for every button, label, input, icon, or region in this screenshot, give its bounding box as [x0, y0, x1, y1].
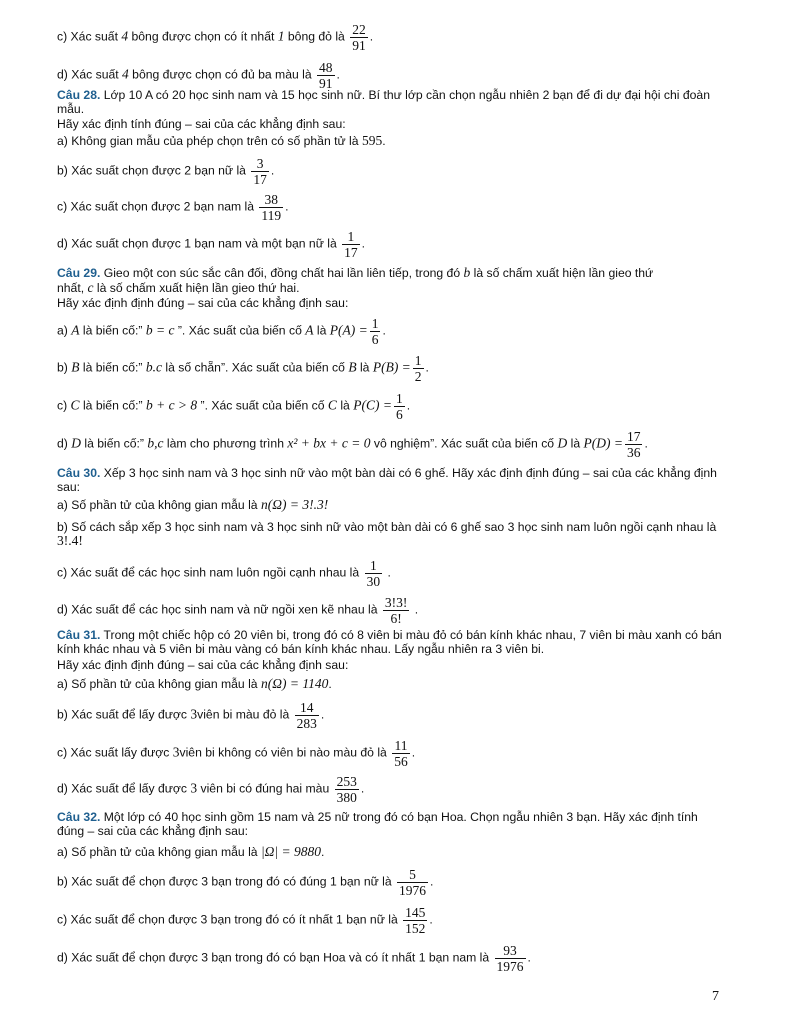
question-29-stem-line2: nhất, c là số chấm xuất hiện lần gieo thứ hai. [57, 280, 300, 295]
fraction: $\frac{93}{1976}$ [496, 943, 524, 974]
question-31-stem: Câu 31. Trong một chiếc hộp có 20 viên bi, trong đó có 8 viên bi màu đỏ có bán kính khác nhau, 7 viên bi màu xanh có bán kính khác nhau và 5 viên bi màu vàng có bán kính khác nhau. Lấy ngẫu nhiên ra 3 viên bi. [57, 628, 722, 656]
question-29-d: d) D là biến cố:” b,c làm cho phương trình x² + bx + c = 0 vô nghiệm”. Xác suất của biến cố D là P(D) = $\frac{17}{36}$ . [57, 429, 648, 460]
question-32-c: c) Xác suất để chọn được 3 bạn trong đó có ít nhất 1 bạn nữ là $\frac{145}{152}$ . [57, 905, 433, 936]
question-31-intro: Hãy xác định định đúng – sai của các khẳng định sau: [57, 658, 349, 672]
question-28-stem: Câu 28. Lớp 10 A có 20 học sinh nam và 15 học sinh nữ. Bí thư lớp cần chọn ngẫu nhiên 2 bạn để đi dự đại hội chi đoàn mẫu. [57, 88, 710, 116]
fraction: $\frac{22}{91}$ [352, 22, 366, 53]
question-31-c: c) Xác suất lấy được 3viên bi không có viên bi nào màu đỏ là $\frac{11}{56}$ . [57, 738, 416, 769]
fraction: $\frac{1}{17}$ [344, 229, 358, 260]
question-29-b: b) B là biến cố:” b.c là số chẵn”. Xác suất của biến cố B là P(B) = $\frac{1}{2}$ . [57, 353, 429, 384]
fraction: $\frac{1}{6}$ [371, 316, 379, 347]
question-29-stem-line1: Câu 29. Gieo một con súc sắc cân đối, đồng chất hai lần liên tiếp, trong đó b là số chấm xuất hiện lần gieo thứ [57, 265, 654, 280]
question-29-c: c) C là biến cố:” b + c > 8 ”. Xác suất của biến cố C là P(C) = $\frac{1}{6}$ . [57, 391, 411, 422]
fraction: $\frac{38}{119}$ [261, 192, 282, 223]
question-30-b: b) Số cách sắp xếp 3 học sinh nam và 3 học sinh nữ vào một bàn dài có 6 ghế sao 3 học sinh nam luôn ngồi cạnh nhau là 3!.4! [57, 520, 717, 548]
question-28-intro: Hãy xác định tính đúng – sai của các khẳng định sau: [57, 117, 346, 131]
question-28-b: b) Xác suất chọn được 2 bạn nữ là $\frac{3}{17}$ . [57, 156, 275, 187]
fraction: $\frac{1}{30}$ [366, 558, 381, 589]
question-32-d: d) Xác suất để chọn được 3 bạn trong đó có bạn Hoa và có ít nhất 1 bạn nam là $\frac{93}{1976}$ . [57, 943, 531, 974]
question-32-a: a) Số phần tử của không gian mẫu là |Ω| = 9880. [57, 844, 325, 859]
question-28-a: a) Không gian mẫu của phép chọn trên có số phần tử là 595. [57, 133, 386, 148]
fraction: $\frac{14}{283}$ [296, 700, 317, 731]
fraction: $\frac{3}{17}$ [253, 156, 267, 187]
question-31-a: a) Số phần tử của không gian mẫu là n(Ω) = 1140. [57, 676, 332, 691]
item-d-prev: d) Xác suất 4 bông được chọn có đủ ba màu là $\frac{48}{91}$ . [57, 60, 340, 91]
fraction: $\frac{145}{152}$ [405, 905, 426, 936]
fraction: $\frac{1}{6}$ [395, 391, 403, 422]
fraction: $\frac{11}{56}$ [394, 738, 408, 769]
question-31-b: b) Xác suất để lấy được 3viên bi màu đỏ là $\frac{14}{283}$ . [57, 700, 325, 731]
question-29-intro: Hãy xác định định đúng – sai của các khẳng định sau: [57, 296, 349, 310]
question-30-a: a) Số phần tử của không gian mẫu là n(Ω) = 3!.3! [57, 497, 329, 512]
question-28-c: c) Xác suất chọn được 2 bạn nam là $\frac{38}{119}$ . [57, 192, 289, 223]
question-32-b: b) Xác suất để chọn được 3 bạn trong đó có đúng 1 bạn nữ là $\frac{5}{1976}$ . [57, 867, 434, 898]
question-30-c: c) Xác suất để các học sinh nam luôn ngồi cạnh nhau là $\frac{1}{30}$ . [57, 558, 391, 589]
fraction: $\frac{3!3!}{6!}$ [384, 595, 408, 626]
page-number: 7 [712, 989, 719, 1004]
item-c-prev: c) Xác suất 4 bông được chọn có ít nhất 1 bông đỏ là $\frac{22}{91}$ . [57, 22, 374, 53]
question-28-d: d) Xác suất chọn được 1 bạn nam và một bạn nữ là $\frac{1}{17}$ . [57, 229, 366, 260]
fraction: $\frac{17}{36}$ [626, 429, 641, 460]
fraction: $\frac{1}{2}$ [414, 353, 422, 384]
fraction: $\frac{253}{380}$ [336, 774, 357, 805]
fraction: $\frac{48}{91}$ [319, 60, 333, 91]
question-30-d: d) Xác suất để các học sinh nam và nữ ngồi xen kẽ nhau là $\frac{3!3!}{6!}$ . [57, 595, 419, 626]
question-30-stem: Câu 30. Xếp 3 học sinh nam và 3 học sinh nữ vào một bàn dài có 6 ghế. Hãy xác định định đúng – sai của các khẳng định sau: [57, 466, 717, 494]
question-32-stem: Câu 32. Một lớp có 40 học sinh gồm 15 nam và 25 nữ trong đó có bạn Hoa. Chọn ngẫu nhiên 3 bạn. Hãy xác định tính đúng – sai của các khẳng định sau: [57, 810, 698, 838]
question-31-d: d) Xác suất để lấy được 3 viên bi có đúng hai màu $\frac{253}{380}$ . [57, 774, 365, 805]
question-29-a: a) A là biến cố:” b = c ”. Xác suất của biến cố A là P(A) = $\frac{1}{6}$ . [57, 316, 386, 347]
fraction: $\frac{5}{1976}$ [399, 867, 427, 898]
